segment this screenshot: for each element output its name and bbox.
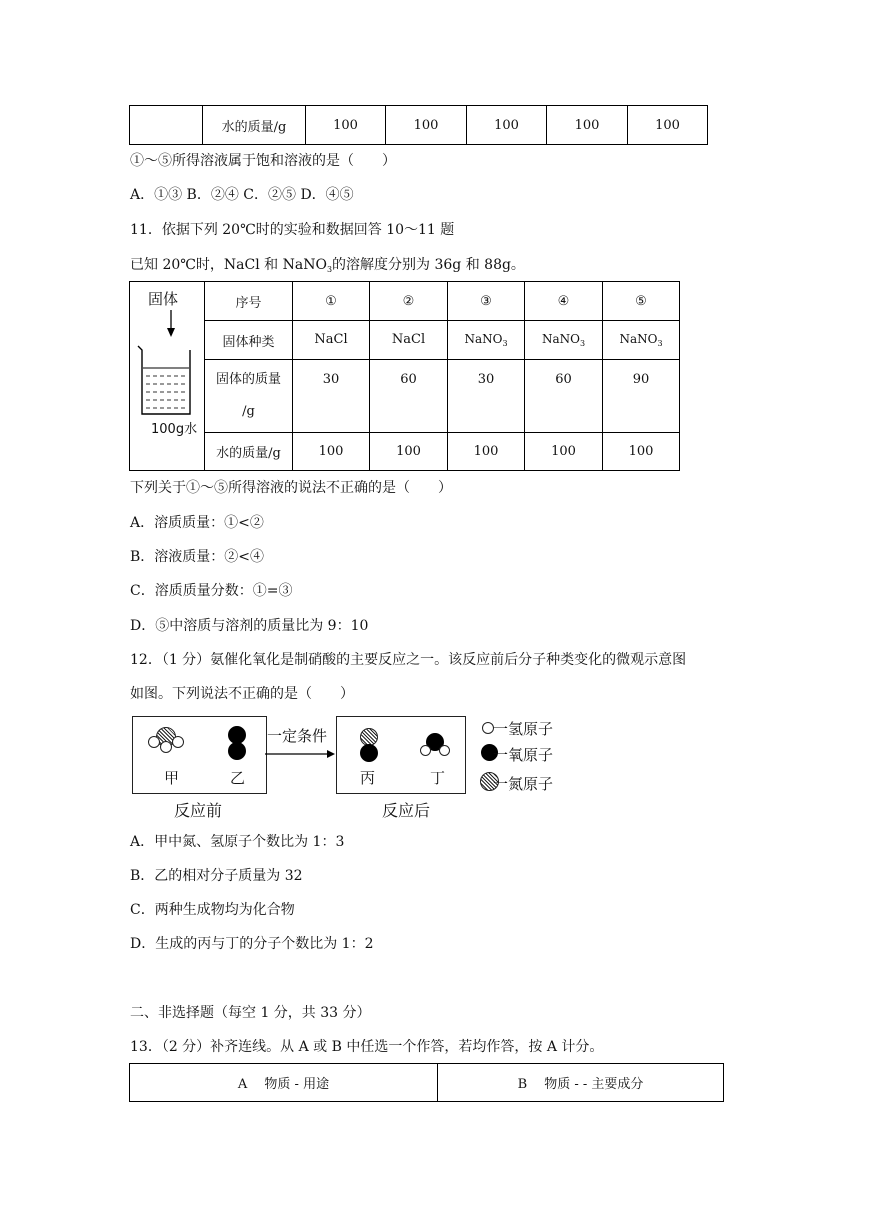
mass-cell: 30 (293, 360, 370, 433)
water-row-label: 水的质量/g (205, 433, 293, 471)
type-cell: NaNO$_3$ (448, 321, 525, 360)
oxygen-atom-icon (228, 742, 246, 760)
q10-options: A．①③ B．②④ C．②⑤ D．④⑤ (130, 187, 354, 203)
q12-option-b: B．乙的相对分子质量为 32 (130, 868, 303, 884)
header-cell: ③ (448, 282, 525, 321)
q11-question: 下列关于①～⑤所得溶液的说法不正确的是（ ） (130, 480, 452, 496)
header-cell: ② (370, 282, 448, 321)
before-label: 反应前 (174, 801, 223, 820)
top-table-blank (130, 106, 203, 145)
label-yi: 乙 (230, 769, 246, 787)
q13-stem: 13．（2 分）补齐连线。从 A 或 B 中任选一个作答，若均作答，按 A 计分。 (130, 1039, 604, 1055)
hydrogen-atom-icon (160, 741, 172, 753)
header-cell: ④ (525, 282, 603, 321)
mass-cell: 60 (370, 360, 448, 433)
reaction-diagram (130, 714, 570, 824)
q11-known-suffix: 的溶解度分别为 36g 和 88g。 (332, 257, 525, 273)
q11-table (129, 281, 680, 471)
water-cell: 100 (603, 433, 680, 471)
solid-label: 固体 (148, 290, 179, 308)
top-table-cell: 100 (306, 106, 386, 145)
reaction-arrow-icon (265, 748, 337, 760)
water-cell: 100 (525, 433, 603, 471)
top-table-cell: 100 (386, 106, 467, 145)
q13-col-b: B 物质 - - 主要成分 (438, 1064, 724, 1102)
water-cell: 100 (293, 433, 370, 471)
top-table-cell: 100 (547, 106, 628, 145)
oxygen-atom-icon (360, 744, 378, 762)
header-cell: ① (293, 282, 370, 321)
mass-label: 固体的质量 /g (205, 360, 293, 433)
header-label: 序号 (205, 282, 293, 321)
type-cell: NaCl (370, 321, 448, 360)
q13-col-a: A 物质 - 用途 (130, 1064, 438, 1102)
type-cell: NaNO$_3$ (603, 321, 680, 360)
after-label: 反应后 (382, 801, 431, 820)
legend-hydrogen-label: 一氢原子 (493, 720, 554, 738)
legend-oxygen-label: 一氧原子 (493, 746, 554, 764)
water-cell: 100 (448, 433, 525, 471)
top-table (129, 105, 708, 145)
top-table-cell: 100 (467, 106, 547, 145)
water-label: 100g水 (151, 422, 198, 437)
header-cell: ⑤ (603, 282, 680, 321)
hydrogen-atom-icon (148, 736, 160, 748)
q12-stem-line2: 如图。下列说法不正确的是（ ） (130, 686, 354, 702)
q11-stem: 11．依据下列 20℃时的实验和数据回答 10～11 题 (130, 222, 455, 238)
section2-title: 二、非选择题（每空 1 分，共 33 分） (130, 1005, 371, 1021)
q12-option-c: C．两种生成物均为化合物 (130, 902, 295, 918)
mass-cell: 60 (525, 360, 603, 433)
q12-stem-line1: 12．（1 分）氨催化氧化是制硝酸的主要反应之一。该反应前后分子种类变化的微观示意图 (130, 652, 687, 668)
q11-known-sub: 3 (326, 265, 333, 274)
label-bing: 丙 (360, 769, 376, 787)
before-box (132, 716, 267, 794)
hydrogen-atom-icon (439, 745, 450, 756)
type-cell: NaCl (293, 321, 370, 360)
water-cell: 100 (370, 433, 448, 471)
top-table-label: 水的质量/g (203, 106, 306, 145)
q11-option-d: D．⑤中溶质与溶剂的质量比为 9：10 (130, 618, 369, 634)
beaker-figure-cell (130, 282, 205, 471)
label-ding: 丁 (430, 769, 446, 787)
hydrogen-atom-icon (172, 736, 184, 748)
q10-stem: ①～⑤所得溶液属于饱和溶液的是（ ） (130, 153, 396, 169)
type-label: 固体种类 (205, 321, 293, 360)
hydrogen-atom-icon (420, 745, 431, 756)
condition-label: 一定条件 (267, 727, 328, 745)
mass-cell: 30 (448, 360, 525, 433)
legend-nitrogen-label: 一氮原子 (493, 775, 554, 793)
top-table-cell: 100 (628, 106, 708, 145)
q11-option-a: A．溶质质量：①<② (130, 515, 264, 531)
q11-option-c: C．溶质质量分数：①=③ (130, 583, 293, 599)
mass-cell: 90 (603, 360, 680, 433)
q11-option-b: B．溶液质量：②<④ (130, 549, 265, 565)
q12-option-a: A．甲中氮、氢原子个数比为 1：3 (130, 834, 345, 850)
q11-known-prefix: 已知 20℃时，NaCl 和 NaNO (130, 257, 327, 273)
label-jia: 甲 (164, 769, 180, 787)
type-cell: NaNO$_3$ (525, 321, 603, 360)
q13-table (129, 1063, 724, 1102)
q12-option-d: D．生成的丙与丁的分子个数比为 1：2 (130, 936, 374, 952)
beaker-icon (130, 310, 204, 430)
q11-known (130, 256, 525, 279)
